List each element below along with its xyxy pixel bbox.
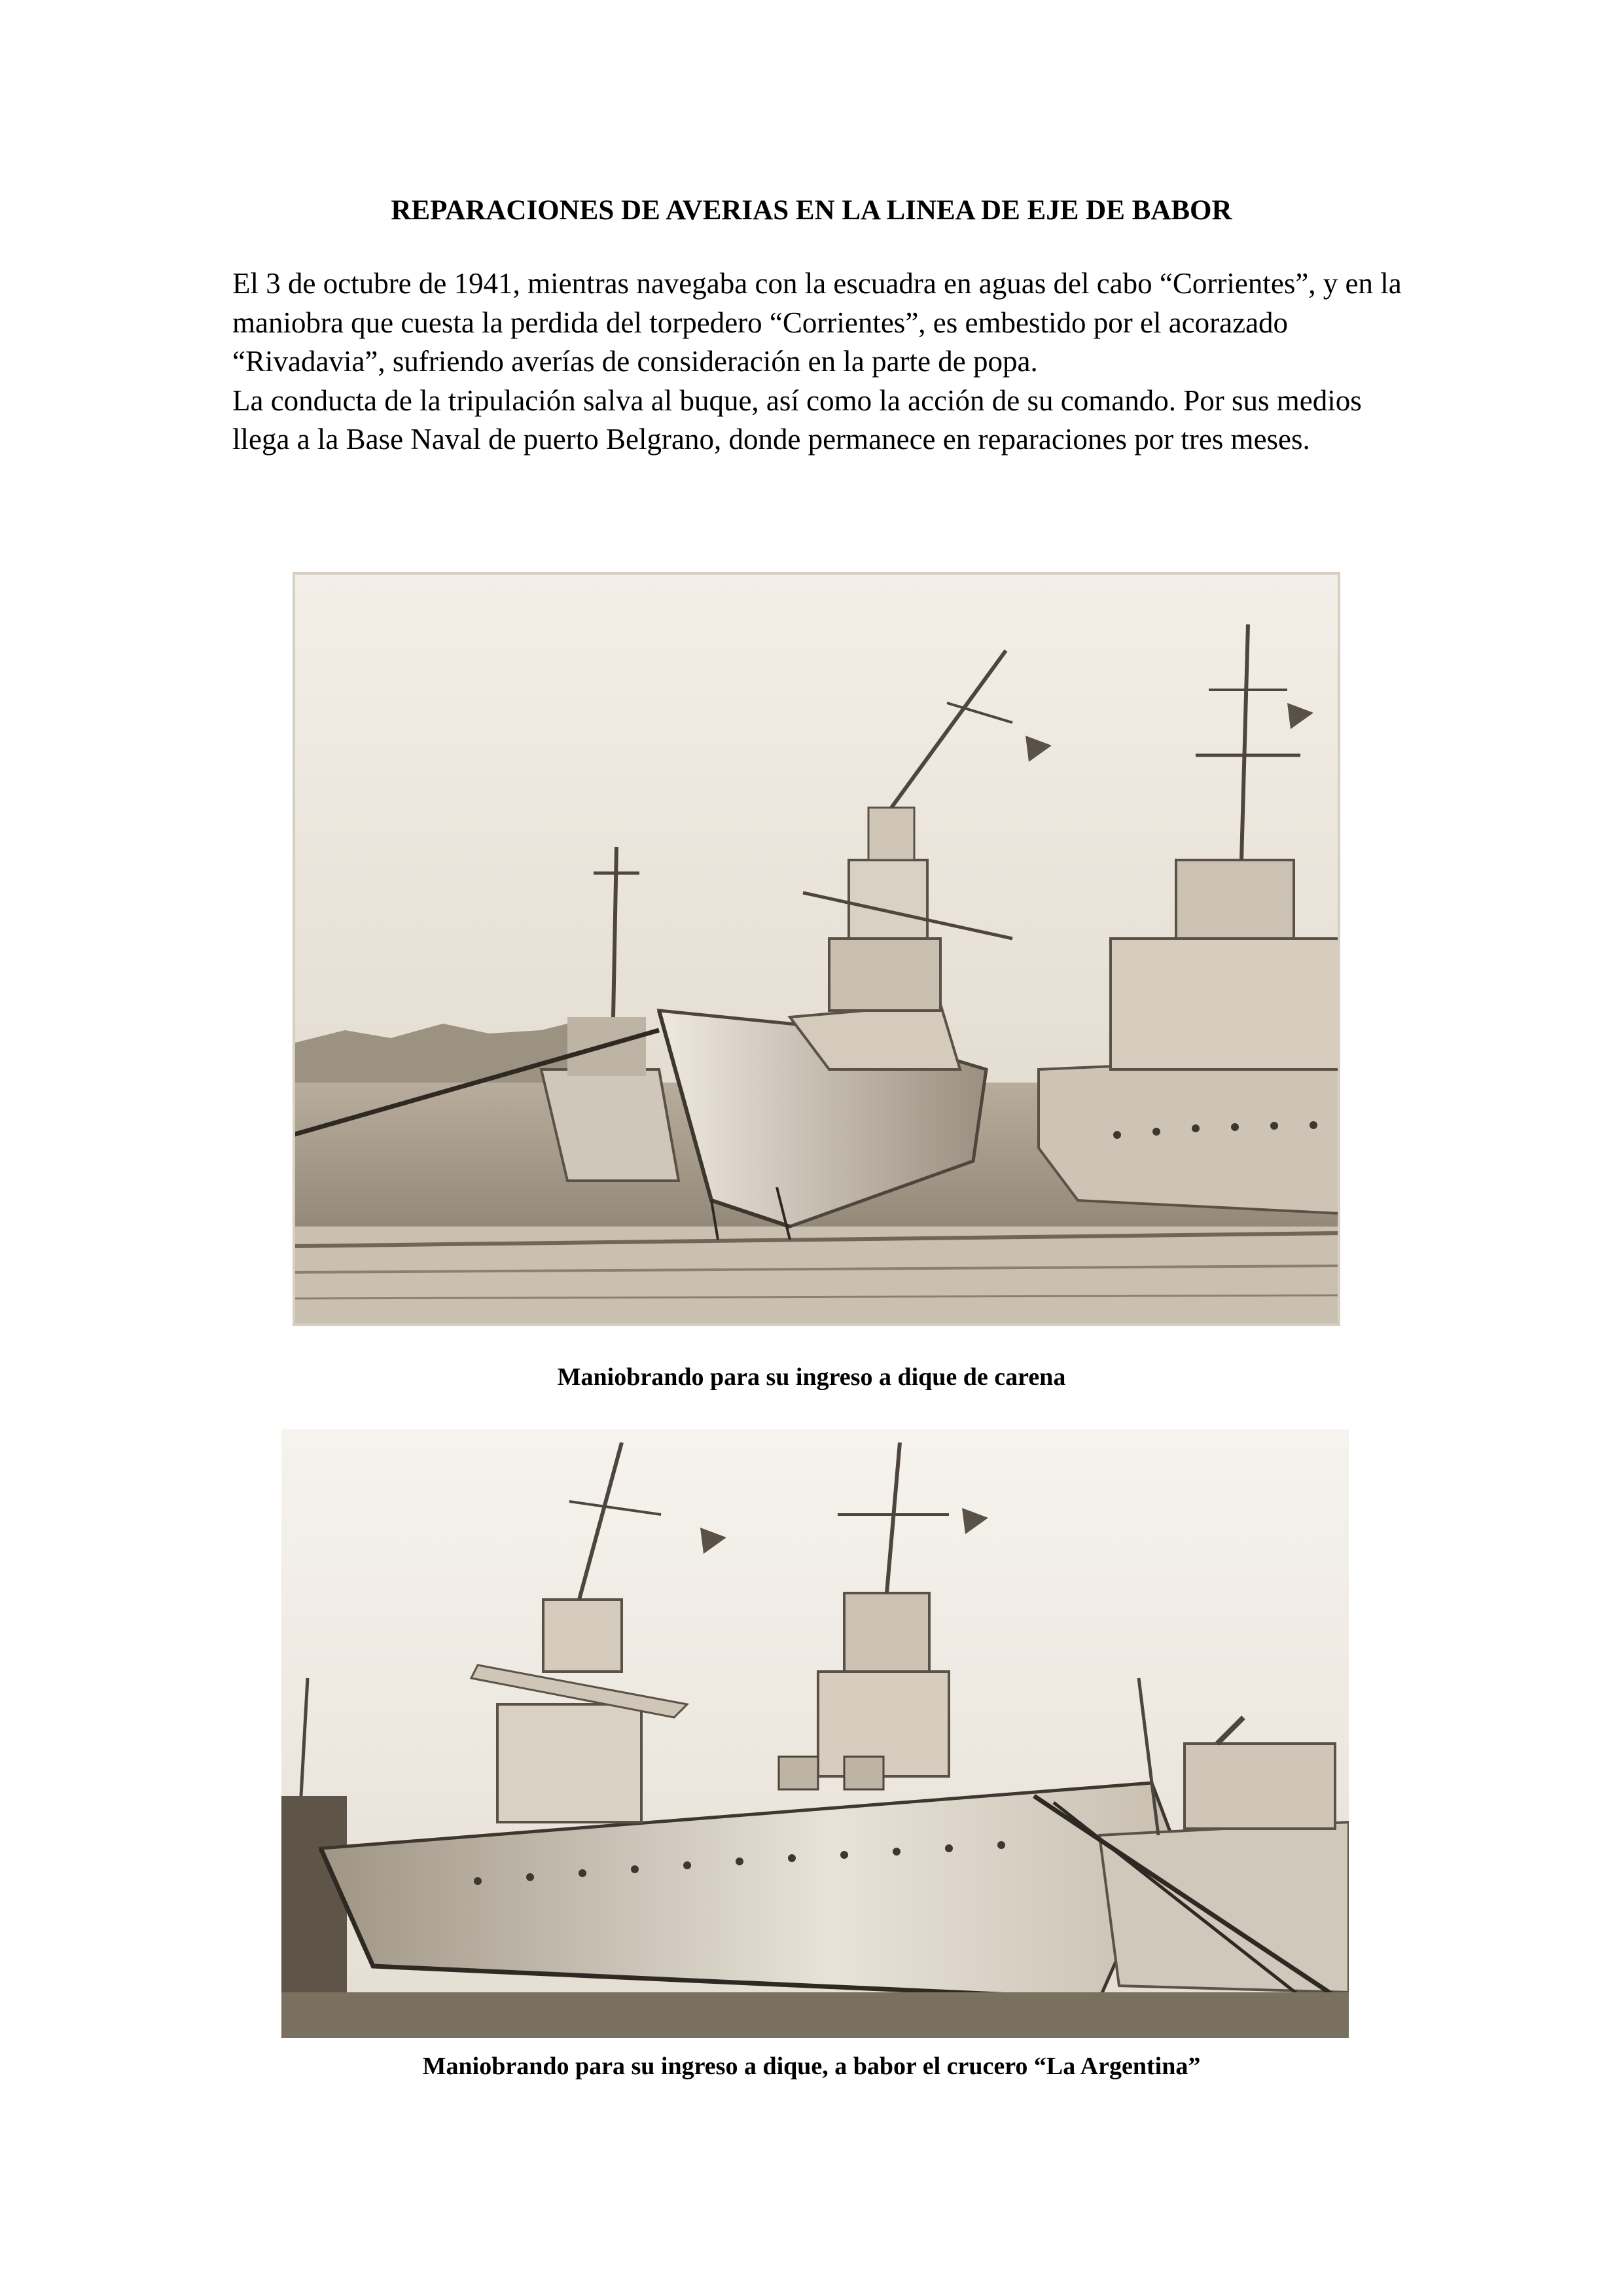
photo-1-image bbox=[293, 572, 1340, 1326]
body-text bbox=[232, 264, 1410, 459]
paragraph-1: El 3 de octubre de 1941, mientras navegaba con la escuadra en aguas del cabo “Corrientes”, y en la maniobra que cuesta la perdida del torpedero “Corrientes”, es embestido por el acorazado “Rivadavia”, sufriendo averías de consideración en la parte de popa. bbox=[232, 267, 1402, 378]
photo-2-image bbox=[281, 1429, 1349, 2038]
photo-2-caption: Maniobrando para su ingreso a dique, a babor el crucero “La Argentina” bbox=[422, 2053, 1201, 2080]
photo-ships-entering-dock bbox=[281, 1429, 1349, 2038]
photo-1-caption: Maniobrando para su ingreso a dique de carena bbox=[557, 1363, 1066, 1391]
photo-ships-maneuvering bbox=[293, 572, 1340, 1326]
page-title: REPARACIONES DE AVERIAS EN LA LINEA DE EJE DE BABOR bbox=[391, 195, 1232, 226]
paragraph-2: La conducta de la tripulación salva al buque, así como la acción de su comando. Por sus medios llega a la Base Naval de puerto Belgrano, donde permanece en reparaciones por tres meses. bbox=[232, 384, 1362, 456]
